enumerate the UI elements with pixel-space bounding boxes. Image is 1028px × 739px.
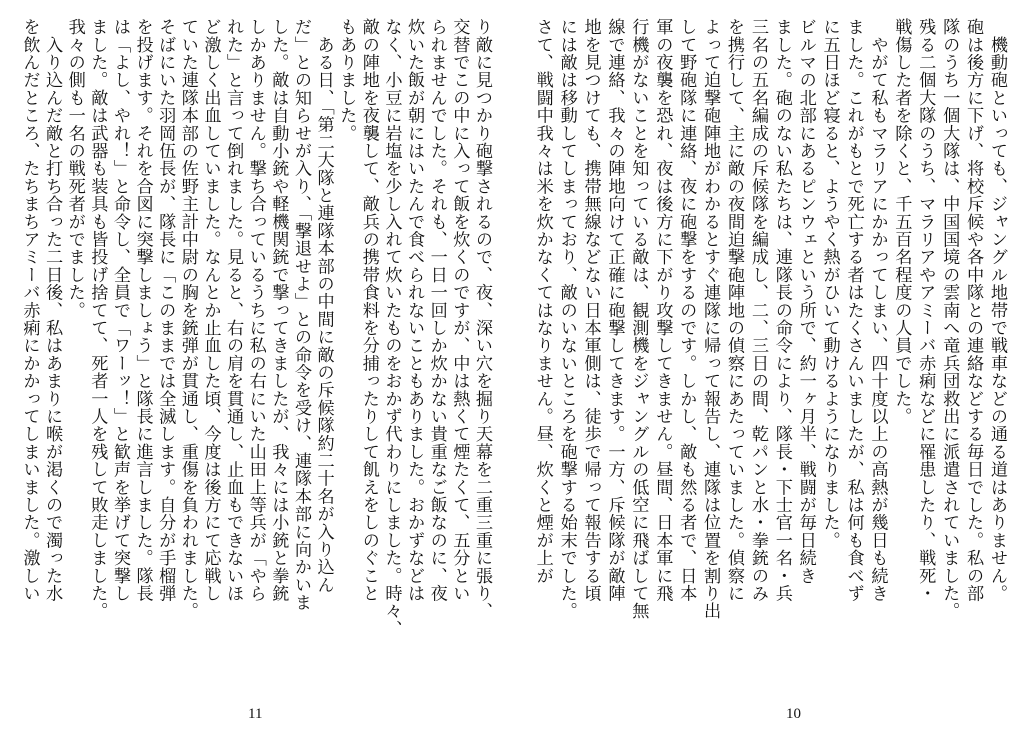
page-number-right: 10	[786, 706, 801, 722]
text-line: 砲は後方に下げ、将校斥候や各中隊との連絡などする毎日でした。私の部	[963, 18, 984, 603]
text-line: して野砲隊に連絡、夜に砲撃をするのです。しかし、敵も然る者で、日本	[676, 18, 697, 603]
text-line: ました。敵は武器も装具も皆投げ捨てて、死者一人を残して敗走しました。	[87, 18, 108, 620]
text-line: ていた連隊本部の佐野主計中尉の胸を銃弾が貫通し、重傷を負われました。	[178, 18, 198, 620]
text-line: 戦傷した者を除くと、千五百名程度の人員でした。	[891, 18, 912, 426]
text-line: られませんでした。それも、一日一回しか炊かない貴重なご飯なのに、夜	[427, 18, 447, 603]
text-line: 炊いた飯が朝にはいたんで食べられないこともありました。おかずなどは	[404, 18, 425, 603]
text-line: やがて私もマラリアにかかってしまい、四十度以上の高熱が幾日も続き	[867, 18, 888, 603]
text-line: さて、戦闘中我々は米を炊かなくてはなりません。昼、炊くと煙が上が	[532, 18, 553, 585]
text-line: 三名の五名編成の斥候隊を編成し、二、三日の間、乾パンと水・拳銃のみ	[747, 18, 768, 603]
text-line: 入り込んだ敵と打ち合った二日後、私はあまりに喉が渇くので濁った水	[42, 18, 63, 603]
left-page	[20, 18, 495, 678]
text-line: 隊のうち一個大隊は、中国国境の雲南へ竜兵団救出に派遣されていました。	[939, 18, 960, 620]
text-line: 交替でこの中に入って飯を炊くのですが、中は熱くて煙たくて、五分とい	[449, 18, 470, 603]
text-line: ました。砲のない私たちは、連隊長の命令により、隊長・下士官一名・兵	[771, 18, 792, 603]
text-line: には敵は移動してしまっており、敵のいないところを砲撃する始末でした。	[556, 18, 577, 620]
text-line: は「よし、やれ！」と命令し、全員で「ワーッ！」と歓声を挙げて突撃し	[110, 18, 130, 603]
text-line: もありました。	[336, 18, 357, 142]
text-line: を飲んだところ、たちまちアミーバ赤痢にかかってしまいました。激しい	[19, 18, 40, 603]
text-line: 地を見つけても、携帯無線などない日本軍側は、徒歩で帰って報告する頃	[580, 18, 601, 603]
text-line: なく、小豆に岩塩を少し入れて炊いたものをおかず代わりにしました。時々、	[381, 18, 402, 638]
text-line: ある日、「第二大隊と連隊本部の中間に敵の斥候隊約二十名が入り込ん	[314, 18, 334, 594]
text-line: に五日ほど寝ると、ようやく熱がひいて動けるようになりました。	[819, 18, 840, 549]
text-line: しかありません。撃ち合っているうちに私の右にいた山田上等兵が「やら	[246, 18, 266, 603]
text-line: 敵の陣地を夜襲して、敵兵の携帯食料を分捕ったりして飢えをしのぐこと	[359, 18, 379, 603]
right-page	[532, 18, 1010, 678]
text-line: そばにいた羽岡伍長が、隊長に「このままでは全滅します。自分が手榴弾	[155, 18, 176, 603]
text-line: を携行して、主に敵の夜間迫撃砲陣地の偵察にあたっていました。偵察に	[724, 18, 745, 603]
text-line: ました。これがもとで死亡する者はたくさんいましたが、私は何も食べず	[843, 18, 864, 603]
text-line: 残る二個大隊のうち、マラリアやアミーバ赤痢などに罹患したり、戦死・	[915, 18, 936, 603]
text-line: 機動砲といっても、ジャングル地帯で戦車などの通る道はありません。	[987, 18, 1007, 603]
text-line: 我々の側も一名の戦死者がでました。	[65, 18, 85, 319]
text-line: だ」との知らせが入り、「撃退せよ」との命令を受け、連隊本部に向かいま	[291, 18, 311, 612]
text-line: を投げます。それを合図に突撃しましょう」と隊長に進言しました。隊長	[133, 18, 153, 603]
text-line: よって迫撃砲陣地がわかるとすぐ連隊に帰って報告し、連隊は位置を割り出	[700, 18, 721, 620]
text-line: り敵に見つかり砲撃されるので、夜、深い穴を掘り天幕を二重三重に張り、	[472, 18, 492, 620]
text-line: ど激しく出血していました。なんとか止血した頃、今度は後方にて応戦し	[200, 18, 221, 603]
text-line: した。敵は自動小銃や軽機関銃で撃ってきましたが、我々には小銃と拳銃	[268, 18, 289, 603]
page-number-left: 11	[248, 706, 263, 722]
text-line: 行機がないことを知っている敵は、観測機をジャングルの低空に飛ばして無	[628, 18, 649, 620]
text-line: ビルマの北部にあるピンウェという所で、約一ヶ月半、戦闘が毎日続き	[795, 18, 816, 585]
text-line: 線で連絡、我々の陣地向けて正確に砲撃してきます。一方、斥候隊が敵陣	[604, 18, 625, 603]
text-line: 軍の夜襲を恐れ、夜は後方に下がり攻撃してきません。昼間、日本軍に飛	[652, 18, 673, 603]
text-line: れた」と言って倒れました。見ると、右の肩を貫通し、止血もできないほ	[223, 18, 244, 603]
